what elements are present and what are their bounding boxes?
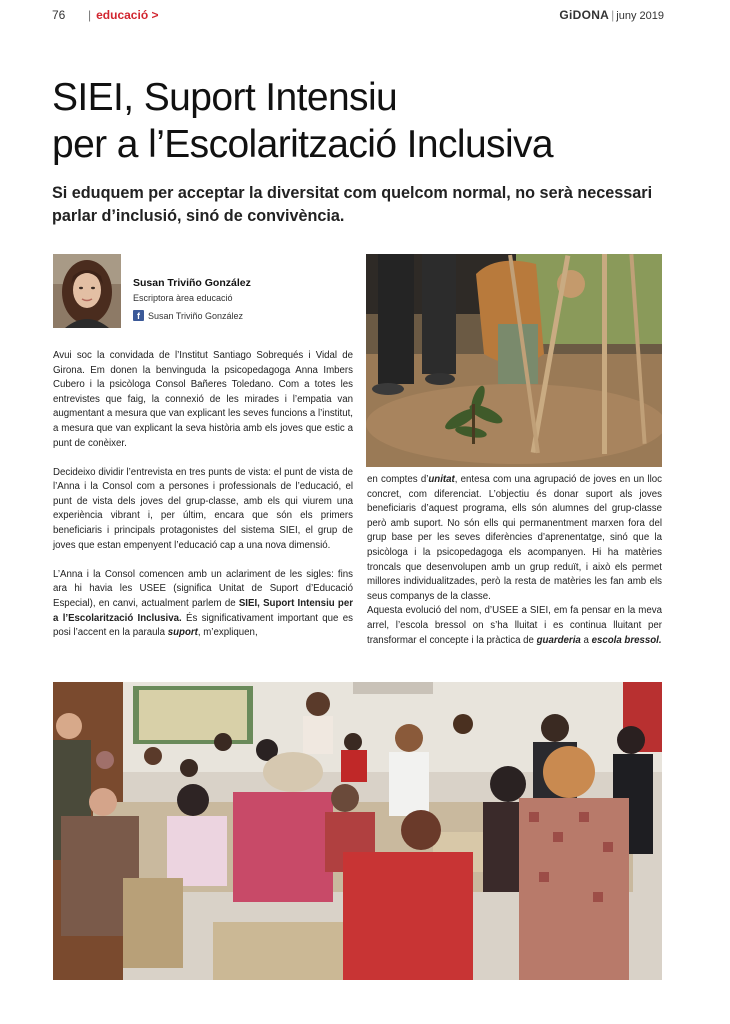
magazine-separator: | xyxy=(611,8,615,22)
issue-date: juny 2019 xyxy=(616,10,664,22)
author-box xyxy=(53,254,263,330)
page-number: 76 xyxy=(52,8,66,22)
emphasis-guarderia: guarderia xyxy=(536,634,581,646)
title-line-2: per a l’Escolarització Inclusiva xyxy=(52,123,554,166)
article-subtitle: Si eduquem per acceptar la diversitat com quelcom normal, no serà necessari parlar d’inclusió, sinó de convivència. xyxy=(52,184,653,225)
author-facebook-link[interactable] xyxy=(133,310,243,321)
paragraph-intro: Avui soc la convidada de l’Institut Santiago Sobrequés i Vidal de Girona. Em donen la benvinguda la psicopedagoga Anna Imbers Cubero i la psicòloga Consol Bañeres Toledano. Com a totes les entrevistes que faig, la connexió de les mirades i l’empatia van augmentant a mesura que van explicant les seves funcions a l’institut, a mesura que van explicant la seva història amb els joves que estic a punt de conèixer. xyxy=(53,350,353,449)
emphasis-suport: suport xyxy=(167,627,198,639)
section-label xyxy=(88,8,159,22)
classroom-photo xyxy=(53,682,662,980)
magazine-name: GiDONA xyxy=(559,8,610,22)
paragraph-unitat: en comptes d’unitat, entesa com una agrupació de joves en un lloc concret, com diferenciat. L’objectiu és donar suport als joves beneficiaris d’aquest programa, ells són alumnes del grup-classe però amb suport. No són ells qui permanentment marxen fora del grup base per les seves diferències d’aprenentatge, sinó que la psicòloga i la psicopedagoga els acompanyen. Hi ha matèries troncals que desenvolupen amb un grup reduït, i això els permet millores individualitzades, però la resta de matèries les fan amb els seus companys de la classe. xyxy=(367,474,662,602)
article-title xyxy=(52,74,672,168)
author-role: Escriptora àrea educació xyxy=(133,293,233,303)
facebook-name: Susan Triviño González xyxy=(148,310,244,321)
facebook-icon: f xyxy=(133,310,144,321)
section-separator: | xyxy=(88,8,92,22)
garden-photo xyxy=(366,254,662,467)
author-photo xyxy=(53,254,121,328)
title-line-1: SIEI, Suport Intensiu xyxy=(52,76,398,119)
emphasis-unitat: unitat xyxy=(428,474,455,485)
author-name: Susan Triviño González xyxy=(133,277,251,289)
paragraph-acronyms: L’Anna i la Consol comencen amb un aclariment de les sigles: fins ara hi havia les USEE (significa Unitat de Suport d’Educació Especial), en canvi, actualment parlem de SIEI, Suport Intensiu per a l’Escolarització Inclusiva. És significativament important que es posi l’accent en la paraula suport, m’expliquen, xyxy=(53,568,353,639)
article-column-1 xyxy=(53,349,353,655)
section-name: educació > xyxy=(96,8,159,22)
magazine-info xyxy=(559,8,664,22)
siei-definition: SIEI, Suport Intensiu per a l’Escolarització Inclusiva. xyxy=(53,597,353,624)
page-header xyxy=(52,8,664,26)
article-column-2 xyxy=(367,473,662,648)
paragraph-evolution: Aquesta evolució del nom, d’USEE a SIEI, em fa pensar en la meva arrel, l’escola bressol on s’ha lluitat i es continua lluitant per transformar el concepte i la pràctica de guarderia a escola bressol. xyxy=(367,605,662,646)
emphasis-escola-bressol: escola bressol. xyxy=(591,634,662,646)
paragraph-points-of-view: Decideixo dividir l’entrevista en tres punts de vista: el punt de vista de l’Anna i la Consol com a persones i professionals de l’educació, el punt de vista dels joves del grup-classe, amb els qui viurem una experiència vibrant i, per últim, encara que són els primers beneficiaris i principals protagonistes del sistema SIEI, el grup de joves que estan empenyent l’educació cap a una nova dimensió. xyxy=(53,466,353,551)
